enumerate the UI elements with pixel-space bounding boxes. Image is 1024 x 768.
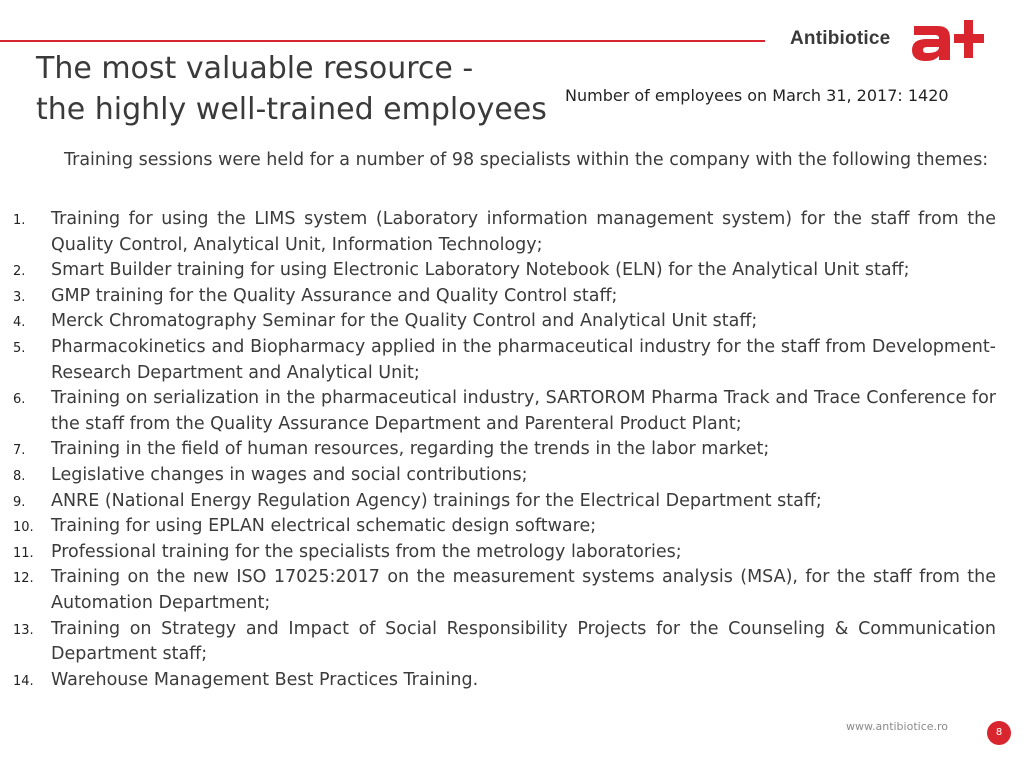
- list-item: [13, 207, 996, 258]
- list-item-number: 14.: [13, 673, 34, 689]
- a-plus-logo-icon: [908, 16, 988, 64]
- employee-count: Number of employees on March 31, 2017: 1420: [565, 86, 949, 105]
- list-item-text: Legislative changes in wages and social contributions;: [51, 464, 528, 485]
- list-item-text: Pharmacokinetics and Biopharmacy applied in the pharmaceutical industry for the staff from Development-Research Department and Analytical Unit;: [51, 336, 996, 383]
- list-item: [13, 514, 996, 540]
- list-item-text: Training on serialization in the pharmaceutical industry, SARTOROM Pharma Track and Trace Conference for the staff from the Quality Assurance Department and Parenteral Product Plant;: [51, 388, 996, 434]
- footer-url: www.antibiotice.ro: [846, 720, 949, 733]
- list-item: [13, 284, 996, 310]
- list-item-number: 7.: [13, 443, 26, 459]
- list-item: [13, 668, 996, 694]
- list-item: [13, 463, 996, 489]
- list-item-text: Smart Builder training for using Electronic Laboratory Notebook (ELN) for the Analytical Unit staff;: [51, 260, 910, 281]
- list-item: [13, 617, 996, 668]
- list-item-text: Training on the new ISO 17025:2017 on the measurement systems analysis (MSA), for the staff from the Automation Department;: [51, 567, 996, 613]
- list-item-text: Professional training for the specialists from the metrology laboratories;: [51, 541, 682, 562]
- list-item-number: 11.: [13, 545, 34, 561]
- list-item-text: Training on Strategy and Impact of Social Responsibility Projects for the Counseling & Communication Department staff;: [51, 618, 996, 665]
- intro-paragraph: Training sessions were held for a number of 98 specialists within the company with the following themes:: [64, 150, 989, 170]
- page-number-badge: 8: [987, 721, 1011, 745]
- list-item-number: 2.: [13, 264, 26, 280]
- brand-name: Antibiotice: [790, 28, 891, 49]
- title-line-2: the highly well-trained employees: [36, 92, 547, 127]
- list-item: [13, 540, 996, 566]
- list-item: [13, 437, 996, 463]
- page-title: [36, 48, 547, 130]
- list-item: [13, 489, 996, 515]
- title-line-1: The most valuable resource -: [36, 51, 474, 86]
- list-item-text: Training for using EPLAN electrical schematic design software;: [51, 516, 597, 537]
- list-item-number: 1.: [13, 213, 26, 228]
- list-item-number: 12.: [13, 571, 34, 587]
- list-item: [13, 335, 996, 386]
- list-item-text: Warehouse Management Best Practices Training.: [51, 669, 479, 690]
- list-item: [13, 386, 996, 437]
- list-item-number: 4.: [13, 315, 26, 331]
- list-item-text: ANRE (National Energy Regulation Agency) trainings for the Electrical Department staff;: [51, 490, 822, 511]
- list-item-text: Merck Chromatography Seminar for the Quality Control and Analytical Unit staff;: [51, 311, 758, 332]
- list-item-number: 9.: [13, 494, 26, 510]
- list-item: [13, 309, 996, 335]
- header-rule: [0, 40, 765, 42]
- list-item-number: 10.: [13, 520, 34, 536]
- list-item-text: Training for using the LIMS system (Laboratory information management system) for the staff from the Quality Control, Analytical Unit, Information Technology;: [51, 209, 996, 255]
- list-item-number: 8.: [13, 468, 26, 484]
- list-item: [13, 258, 996, 284]
- training-list: [13, 207, 996, 693]
- list-item-text: GMP training for the Quality Assurance and Quality Control staff;: [51, 285, 618, 306]
- list-item-text: Training in the field of human resources, regarding the trends in the labor market;: [51, 439, 770, 460]
- list-item: [13, 565, 996, 616]
- list-item-number: 13.: [13, 622, 34, 638]
- list-item-number: 5.: [13, 340, 26, 356]
- list-item-number: 6.: [13, 392, 26, 408]
- list-item-number: 3.: [13, 289, 26, 305]
